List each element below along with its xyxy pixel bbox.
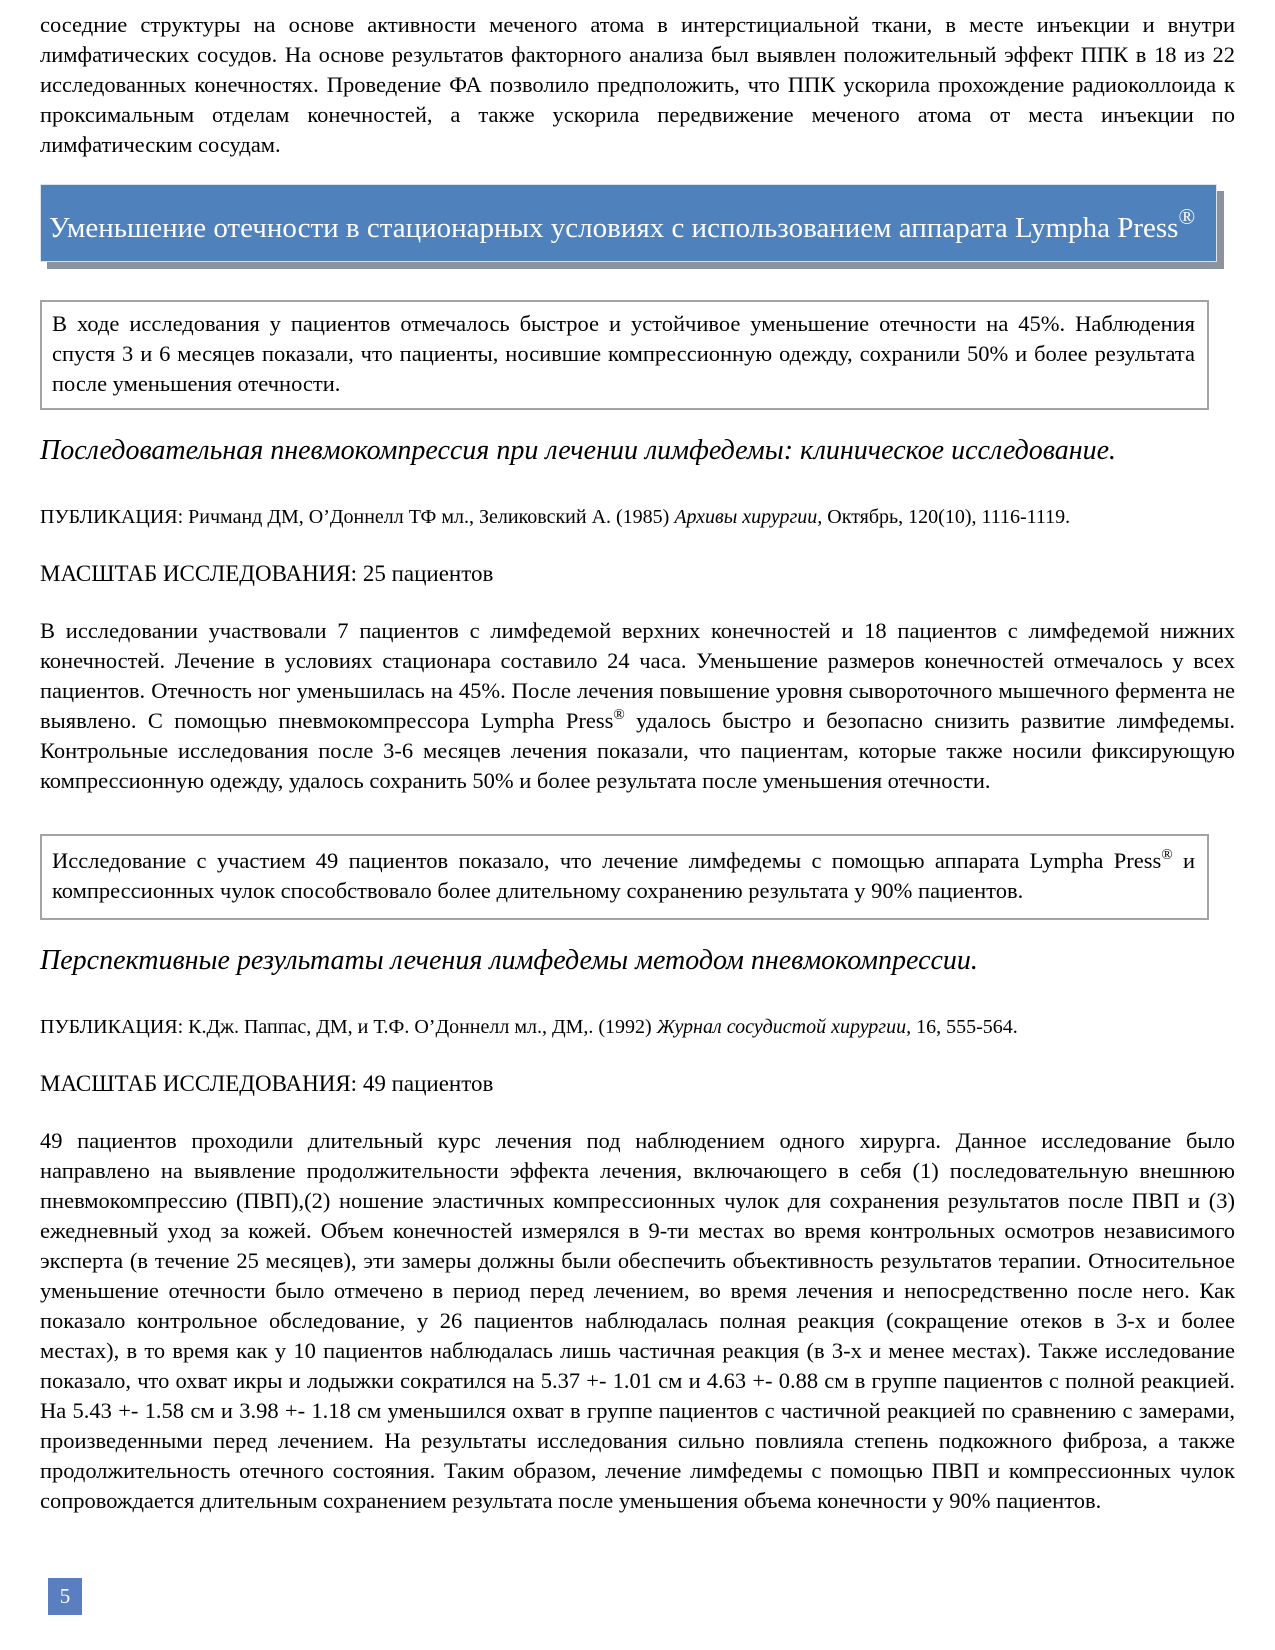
study-1-body-text: В исследовании участвовали 7 пациентов с лимфедемой верхних конечностей и 18 пациентов с лимфедемой нижних конечностей. Лечение в условиях стационара составило 24 часа. Уменьшение размеров конечностей отмечалось у всех пациентов. Отечность ног уменьшилась на 45%. После лечения повышение уровня сывороточного мышечного фермента не выявлено. С помощью пневмокомпрессора Lympha Press — [40, 618, 1235, 733]
publication-label: ПУБЛИКАЦИЯ: — [40, 506, 189, 528]
registered-trademark-icon: ® — [1178, 204, 1196, 229]
study-1-scale — [40, 560, 1235, 588]
highlight-box-2-text: Исследование с участием 49 пациентов показало, что лечение лимфедемы с помощью аппарата Lympha Press — [52, 848, 1162, 873]
scale-value: 25 пациентов — [362, 561, 494, 586]
registered-trademark-icon: ® — [1161, 847, 1173, 863]
study-2-scale — [40, 1070, 1235, 1098]
publication-details: 16, 555-564. — [916, 1016, 1018, 1038]
publication-authors: К.Дж. Паппас, ДМ, и Т.Ф. О’Доннелл мл., ДМ,. (1992) — [188, 1016, 657, 1038]
study-1-publication — [40, 504, 1235, 530]
section-banner — [40, 184, 1217, 262]
study-2-title: Перспективные результаты лечения лимфедемы методом пневмокомпрессии. — [40, 945, 978, 976]
study-2-publication — [40, 1014, 1235, 1040]
publication-journal: Архивы хирургии, — [674, 506, 828, 528]
highlight-box-1 — [40, 300, 1209, 410]
scale-label: МАСШТАБ ИССЛЕДОВАНИЯ: — [40, 561, 363, 586]
intro-paragraph: соседние структуры на основе активности меченого атома в интерстициальной ткани, в месте инъекции и внутри лимфатических сосудов. На основе результатов факторного анализа был выявлен положительный эффект ППК в 18 из 22 исследованных конечностях. Проведение ФА позволило предположить, что ППК ускорила прохождение радиоколлоида к проксимальным отделам конечностей, а также ускорила передвижение меченого атома от места инъекции по лимфатическим сосудам. — [40, 12, 1235, 157]
highlight-box-1-text: В ходе исследования у пациентов отмечалось быстрое и устойчивое уменьшение отечности на 45%. Наблюдения спустя 3 и 6 месяцев показали, что пациенты, носившие компрессионную одежду, сохранили 50% и более результата после уменьшения отечности. — [52, 311, 1195, 396]
page-number: 5 — [59, 1584, 71, 1608]
scale-value: 49 пациентов — [362, 1071, 494, 1096]
page-number-badge — [48, 1578, 82, 1615]
registered-trademark-icon: ® — [613, 707, 625, 723]
publication-authors: Ричманд ДМ, О’Доннелл ТФ мл., Зеликовский А. (1985) — [188, 506, 675, 528]
highlight-box-2 — [40, 834, 1209, 920]
scale-label: МАСШТАБ ИССЛЕДОВАНИЯ: — [40, 1071, 363, 1096]
publication-journal: Журнал сосудистой хирургии, — [656, 1016, 917, 1038]
study-2-body: 49 пациентов проходили длительный курс лечения под наблюдением одного хирурга. Данное исследование было направлено на выявление продолжительности эффекта лечения, включающего в себя (1) последовательную внешнюю пневмокомпрессию (ПВП),(2) ношение эластичных компрессионных чулок для сохранения результатов после ПВП и (3) ежедневный уход за кожей. Объем конечностей измерялся в 9-ти местах во время контрольных осмотров независимого эксперта (в течение 25 месяцев), эти замеры должны были обеспечить объективность результатов терапии. Относительное уменьшение отечности было отмечено в период перед лечением, во время лечения и непосредственно после него. Как показало контрольное обследование, у 26 пациентов наблюдалась полная реакция (сокращение отеков в 3-х и более местах), в то время как у 10 пациентов наблюдалась лишь частичная реакция (в 3-х и менее местах). Также исследование показало, что охват икры и лодыжки сократился на 5.37 +- 1.01 см и 4.63 +- 0.88 см в группе пациентов с полной реакцией. На 5.43 +- 1.58 см и 3.98 +- 1.18 см уменьшился охват в группе пациентов с частичной реакцией по сравнению с замерами, произведенными перед лечением. На результаты исследования сильно повлияла степень подкожного фиброза, а также продолжительность отечного состояния. Таким образом, лечение лимфедемы с помощью ПВП и компрессионных чулок сопровождается длительным сохранением результата после уменьшения объема конечности у 90% пациентов. — [40, 1128, 1235, 1513]
study-1-title: Последовательная пневмокомпрессия при лечении лимфедемы: клиническое исследование. — [40, 435, 1117, 466]
study-1-body — [40, 616, 1235, 796]
section-banner-text: Уменьшение отечности в стационарных условиях с использованием аппарата Lympha Press — [49, 212, 1179, 244]
study-1-body-text-cont: удалось быстро и безопасно снизить развитие лимфедемы. Контрольные исследования после 3-6 месяцев лечения показали, что пациентам, которые также носили фиксирующую компрессионную одежду, удалось сохранить 50% и более результата после уменьшения отечности. — [40, 708, 1235, 793]
publication-label: ПУБЛИКАЦИЯ: — [40, 1016, 189, 1038]
highlight-box-2-text-cont: и компрессионных чулок способствовало более длительному сохранению результата у 90% пациентов. — [52, 848, 1195, 903]
publication-details: Октябрь, 120(10), 1116-1119. — [827, 506, 1071, 528]
